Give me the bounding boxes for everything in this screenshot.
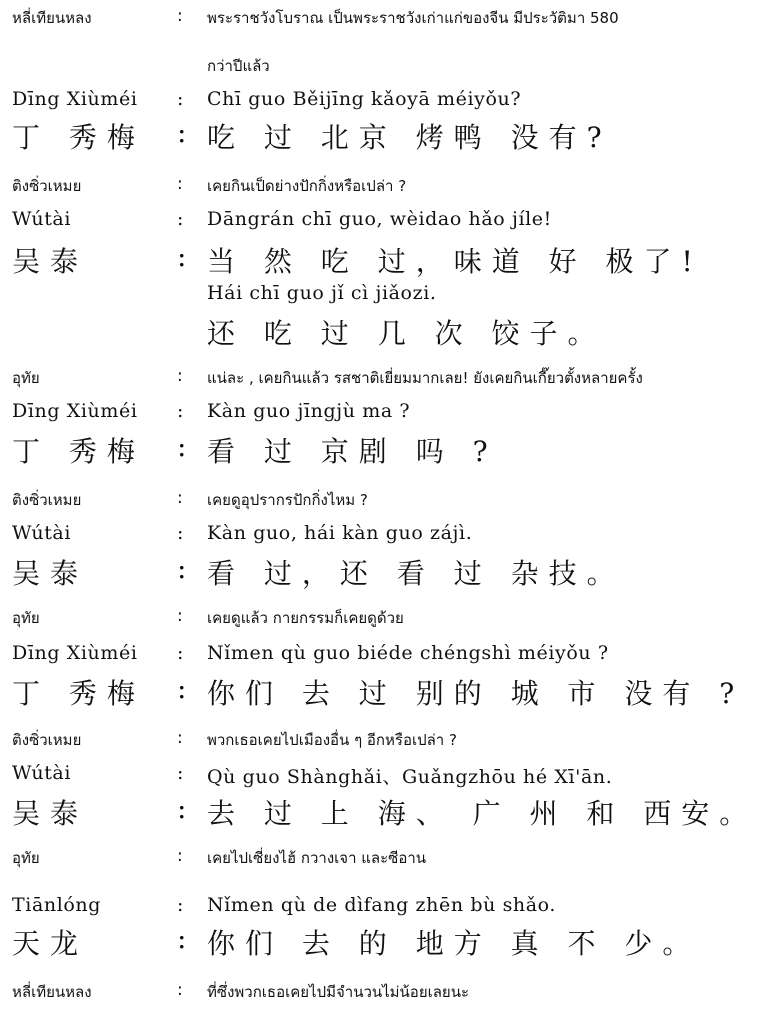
colon-separator: : — [177, 488, 183, 508]
dialogue-text: Qù guo Shànghǎi、Guǎngzhōu hé Xī'ān. — [207, 766, 613, 788]
speaker-name: อุทัย — [12, 849, 40, 867]
dialogue-text: 吃 过 北京 烤鸭 没有? — [207, 121, 612, 154]
dialogue-text: 当 然 吃 过，味道 好 极了! — [207, 245, 703, 278]
speaker-name: Wútài — [12, 762, 72, 784]
dialogue-text: เคยดูแล้ว กายกรรมก็เคยดูด้วย — [207, 609, 404, 627]
dialogue-text: เคยกินเป็ดย่างปักกิ่งหรือเปล่า ? — [207, 177, 407, 195]
colon-separator: : — [177, 522, 185, 544]
dialogue-text: 你们 去 的 地方 真 不 少。 — [207, 927, 701, 960]
dialogue-text: 看 过，还 看 过 杂技。 — [207, 557, 625, 590]
dialogue-text: เคยดูอุปรากรปักกิ่งไหม ? — [207, 491, 368, 509]
dialogue-text: พระราชวังโบราณ เป็นพระราชวังเก่าแก่ของจีน มีประวัติมา 580 — [207, 9, 619, 27]
speaker-name: 吴泰 — [12, 797, 89, 830]
speaker-name: หลี่เทียนหลง — [12, 9, 92, 27]
colon-separator: : — [177, 894, 185, 916]
speaker-name: Tiānlóng — [12, 894, 102, 916]
colon-separator: : — [177, 240, 187, 273]
speaker-name: ติงซิ่วเหมย — [12, 177, 82, 195]
speaker-name: หลี่เทียนหลง — [12, 983, 92, 1001]
dialogue-text: ที่ซึ่งพวกเธอเคยไปมีจำนวนไม่น้อยเลยนะ — [207, 983, 470, 1001]
dialogue-text: แน่ละ , เคยกินแล้ว รสชาติเยี่ยมมากเลย! ยังเคยกินเกี๊ยวตั้งหลายครั้ง — [207, 369, 643, 387]
colon-separator: : — [177, 922, 187, 955]
colon-separator: : — [177, 728, 183, 748]
dialogue-text: Dāngrán chī guo, wèidao hǎo jíle! — [207, 208, 552, 230]
colon-separator: : — [177, 6, 183, 26]
speaker-name: Dīng Xiùméi — [12, 400, 138, 422]
speaker-name: อุทัย — [12, 609, 40, 627]
colon-separator: : — [177, 642, 185, 664]
speaker-name: 丁 秀梅 — [12, 121, 145, 154]
speaker-name: ติงซิ่วเหมย — [12, 731, 82, 749]
speaker-name: 天龙 — [12, 927, 89, 960]
colon-separator: : — [177, 400, 185, 422]
colon-separator: : — [177, 116, 187, 149]
speaker-name: Dīng Xiùméi — [12, 88, 138, 110]
speaker-name: Dīng Xiùméi — [12, 642, 138, 664]
colon-separator: : — [177, 762, 185, 784]
speaker-name: อุทัย — [12, 369, 40, 387]
colon-separator: : — [177, 552, 187, 585]
colon-separator: : — [177, 366, 183, 386]
speaker-name: ติงซิ่วเหมย — [12, 491, 82, 509]
colon-separator: : — [177, 88, 185, 110]
colon-separator: : — [177, 208, 185, 230]
dialogue-text: Hái chī guo jǐ cì jiǎozi. — [207, 282, 437, 304]
dialogue-text: เคยไปเซี่ยงไฮ้ กวางเจา และซีอาน — [207, 849, 427, 867]
speaker-name: 丁 秀梅 — [12, 677, 145, 710]
speaker-name: 吴泰 — [12, 557, 89, 590]
colon-separator: : — [177, 430, 187, 463]
speaker-name: 丁 秀梅 — [12, 435, 145, 468]
colon-separator: : — [177, 672, 187, 705]
dialogue-text: Chī guo Běijīng kǎoyā méiyǒu? — [207, 88, 522, 110]
dialogue-text: 还 吃 过 几 次 饺子。 — [207, 317, 606, 350]
colon-separator: : — [177, 846, 183, 866]
dialogue-text: กว่าปีแล้ว — [207, 57, 270, 75]
dialogue-text: Kàn guo jīngjù ma ? — [207, 400, 411, 422]
dialogue-text: 你们 去 过 别的 城 市 没有 ? — [207, 677, 745, 710]
dialogue-text: พวกเธอเคยไปเมืองอื่น ๆ อีกหรือเปล่า ? — [207, 731, 457, 749]
colon-separator: : — [177, 980, 183, 1000]
dialogue-text: Nǐmen qù de dìfang zhēn bù shǎo. — [207, 894, 557, 916]
colon-separator: : — [177, 606, 183, 626]
colon-separator: : — [177, 792, 187, 825]
speaker-name: 吴泰 — [12, 245, 89, 278]
dialogue-text: Nǐmen qù guo biéde chéngshì méiyǒu ? — [207, 642, 609, 664]
colon-separator: : — [177, 174, 183, 194]
dialogue-text: Kàn guo, hái kàn guo zájì. — [207, 522, 473, 544]
dialogue-text: 去 过 上 海、 广 州 和 西安。 — [207, 797, 758, 830]
speaker-name: Wútài — [12, 208, 72, 230]
dialogue-text: 看 过 京剧 吗 ? — [207, 435, 498, 468]
speaker-name: Wútài — [12, 522, 72, 544]
